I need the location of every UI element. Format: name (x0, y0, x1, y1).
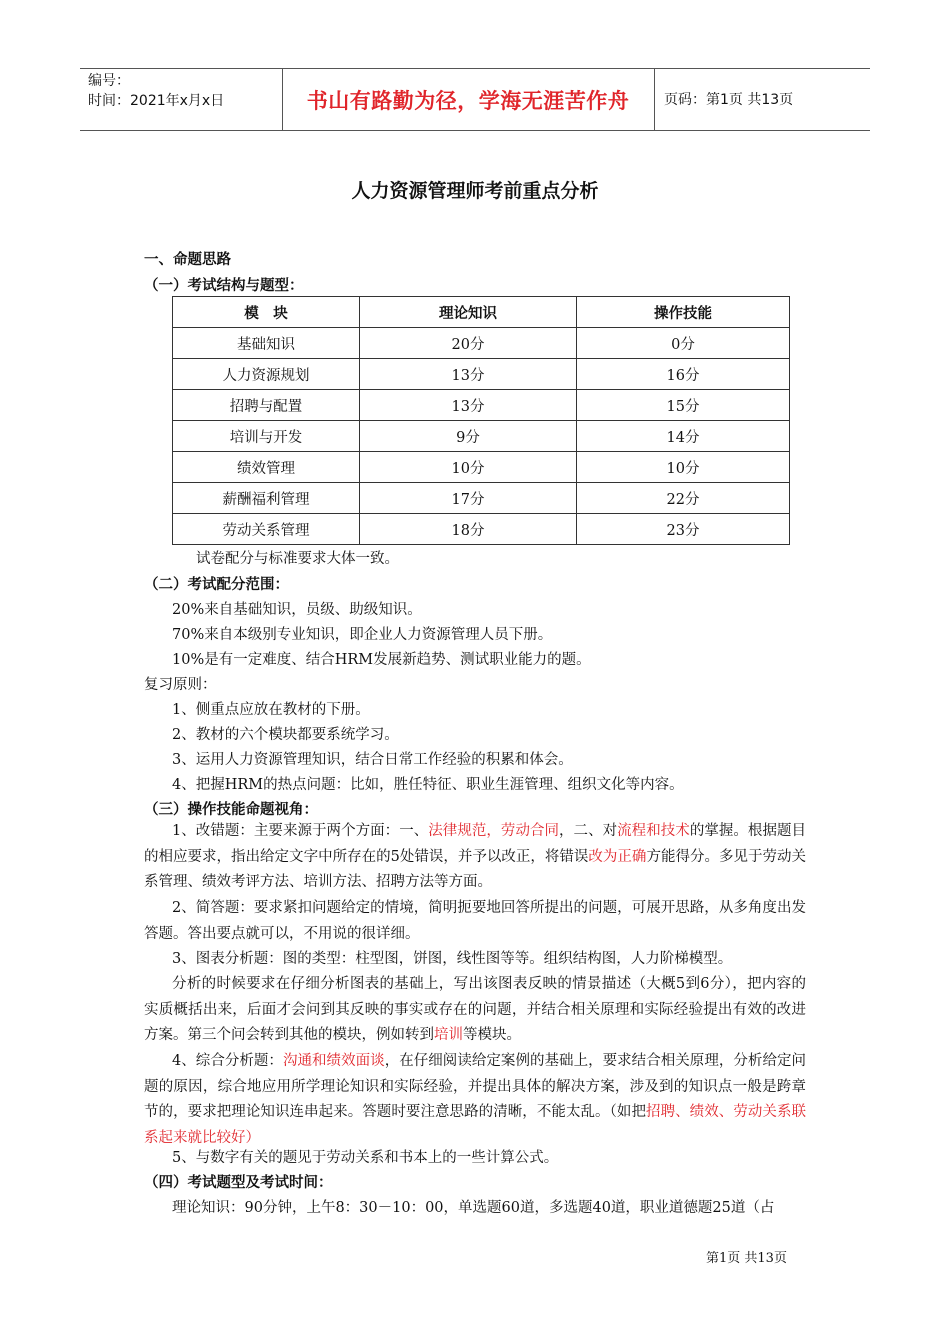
paragraph-comprehensive (144, 1049, 806, 1152)
page-footer: 第1页 共13页 (706, 1251, 787, 1266)
table-row (173, 328, 790, 359)
table-cell: 17分 (360, 483, 577, 514)
table-cell: 18分 (360, 514, 577, 545)
highlight-text: 改为正确 (588, 848, 647, 865)
table-cell: 15分 (577, 390, 790, 421)
highlight-text: 流程和技术 (617, 823, 690, 839)
table-header-row (173, 297, 790, 328)
header-page-info: 页码：第1页 共13页 (664, 92, 794, 108)
table-cell: 0分 (577, 328, 790, 359)
list-item: 1、侧重点应放在教材的下册。 (172, 702, 370, 718)
table-cell: 招聘与配置 (173, 390, 360, 421)
table-cell: 基础知识 (173, 328, 360, 359)
subsection-heading: （四）考试题型及考试时间： (144, 1175, 333, 1191)
paragraph-short-answer: 2、简答题：要求紧扣问题给定的情境，简明扼要地回答所提出的问题，可展开思路，从多角度出发答题。答出要点就可以，不用说的很详细。 (144, 900, 806, 942)
score-table (172, 296, 790, 545)
highlight-text: 沟通和绩效面谈 (282, 1053, 385, 1069)
paragraph-chart-analysis-detail (144, 972, 806, 1049)
subsection-heading: （一）考试结构与题型： (144, 278, 304, 294)
text-run: ，二、对 (559, 823, 618, 839)
subsection-heading: （二）考试配分范围： (144, 577, 289, 593)
text-run: 4、综合分析题： (172, 1053, 283, 1069)
highlight-text: 培训 (434, 1027, 463, 1044)
text-run: ，在仔细阅读给定案例的基础上，要求结合相关原理，分析给定问题的原因，综合地应用所学理论知识和实际经验，并提出具体的解决方案，涉及到的知识点一般是跨章节的，要求把理论知识连串起来。答题时要注意思路的清晰，不能太乱。 (144, 1053, 807, 1121)
list-item: 70%来自本级别专业知识，即企业人力资源管理人员下册。 (172, 627, 553, 643)
header-motto: 书山有路勤为径，学海无涯苦作舟 (306, 88, 630, 113)
table-cell: 劳动关系管理 (173, 514, 360, 545)
table-note: 试卷配分与标准要求大体一致。 (196, 551, 399, 567)
table-row (173, 421, 790, 452)
table-cell: 绩效管理 (173, 452, 360, 483)
paragraph-exam-time: 理论知识：90分钟，上午8：30－10：00，单选题60道，多选题40道，职业道德题25道（占 (172, 1200, 775, 1216)
table-row (173, 390, 790, 421)
paragraph-numeric: 5、与数字有关的题见于劳动关系和书本上的一些计算公式。 (172, 1150, 559, 1166)
page-header (80, 68, 870, 131)
review-heading: 复习原则： (144, 677, 217, 693)
text-run: 方能得分。多见于劳动关系管理、绩效考评方法、培训方法、招聘方法等方面。 (144, 848, 806, 891)
list-item: 20%来自基础知识，员级、助级知识。 (172, 602, 422, 618)
text-run: 的掌握。根据题目的相应要求，指出给定文字中所存在的5处错误，并予以改正，将错误 (144, 823, 807, 865)
doc-code-label: 编号： (88, 73, 130, 89)
table-cell: 薪酬福利管理 (173, 483, 360, 514)
doc-time-label: 时间：2021年x月x日 (88, 93, 225, 109)
text-run: 1、改错题：主要来源于两个方面：一、 (172, 823, 429, 839)
header-meta (88, 71, 224, 111)
table-row (173, 359, 790, 390)
table-cell: 20分 (360, 328, 577, 359)
header-divider (654, 69, 655, 130)
highlight-text: 法律规范，劳动合同 (428, 823, 560, 839)
table-cell: 14分 (577, 421, 790, 452)
table-header-cell: 模 块 (173, 297, 360, 328)
table-row (173, 452, 790, 483)
highlight-text: 招聘、绩效、劳动关系联系起来就比较好） (144, 1104, 807, 1147)
table-cell: 人力资源规划 (173, 359, 360, 390)
list-item: 3、运用人力资源管理知识，结合日常工作经验的积累和体会。 (172, 752, 573, 768)
document-title: 人力资源管理师考前重点分析 (351, 180, 599, 202)
text-run: （如把 (609, 1104, 647, 1121)
table-cell: 9分 (360, 421, 577, 452)
table-cell: 22分 (577, 483, 790, 514)
text-run: 等模块。 (463, 1027, 521, 1044)
table-cell: 16分 (577, 359, 790, 390)
list-item: 2、教材的六个模块都要系统学习。 (172, 727, 399, 743)
section-heading: 一、命题思路 (144, 252, 231, 268)
paragraph-correction (144, 819, 806, 896)
list-item: 4、把握HRM的热点问题：比如，胜任特征、职业生涯管理、组织文化等内容。 (172, 777, 684, 793)
table-header-cell: 操作技能 (577, 297, 790, 328)
subsection-heading: （三）操作技能命题视角： (144, 802, 318, 818)
text-run: 分析的时候要求在仔细分析图表的基础上，写出该图表反映的情景描述（大概5到6分），把内容的实质概括出来，后面才会问到其反映的事实或存在的问题，并结合相关原理和实际经验提出有效的改进方案。第三个问会转到其他的模块，例如转到 (144, 976, 806, 1044)
table-cell: 10分 (577, 452, 790, 483)
table-row (173, 514, 790, 545)
table-cell: 13分 (360, 359, 577, 390)
table-row (173, 483, 790, 514)
table-cell: 13分 (360, 390, 577, 421)
table-cell: 培训与开发 (173, 421, 360, 452)
list-item: 10%是有一定难度、结合HRM发展新趋势、测试职业能力的题。 (172, 652, 591, 668)
paragraph-chart-analysis: 3、图表分析题：图的类型：柱型图，饼图，线性图等等。组织结构图，人力阶梯模型。 (172, 951, 733, 967)
table-header-cell: 理论知识 (360, 297, 577, 328)
table-cell: 23分 (577, 514, 790, 545)
table-cell: 10分 (360, 452, 577, 483)
